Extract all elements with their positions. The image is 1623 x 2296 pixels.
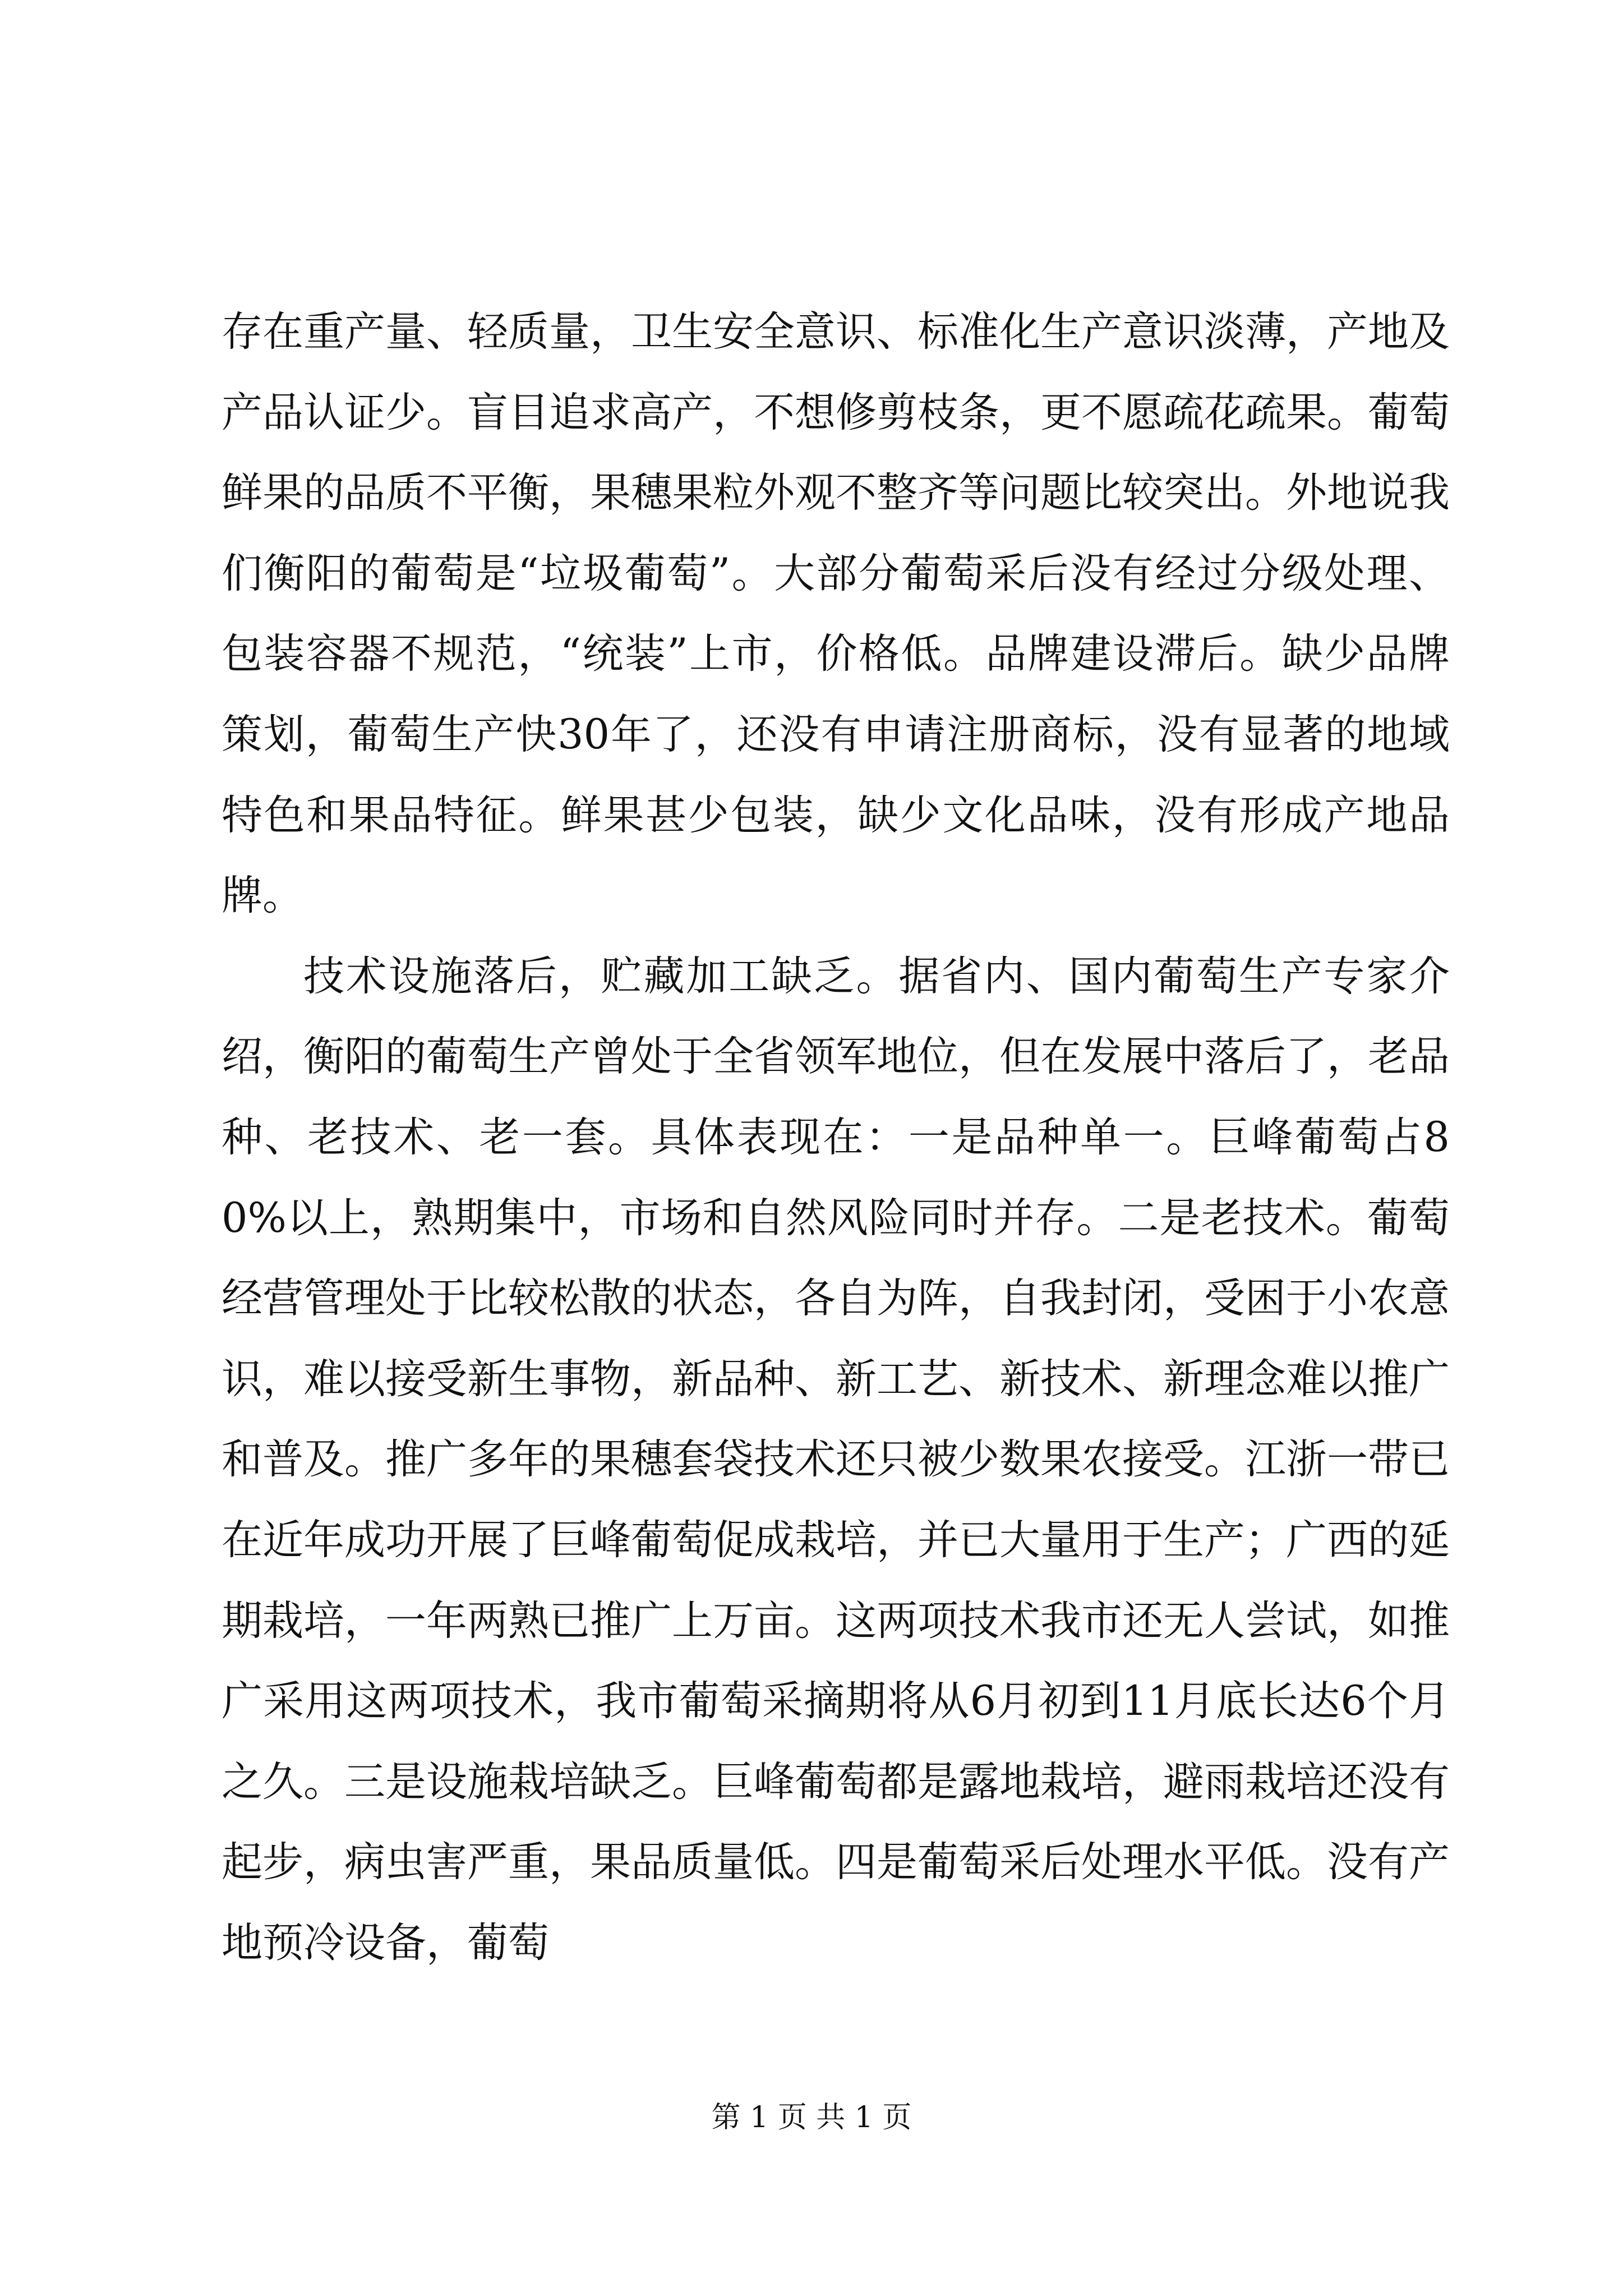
- page-number-label: 第 1 页 共 1 页: [711, 2101, 912, 2134]
- page-footer: [0, 2098, 1623, 2137]
- paragraph-1: 存在重产量、轻质量，卫生安全意识、标准化生产意识淡薄，产地及产品认证少。盲目追求高产，不想修剪枝条，更不愿疏花疏果。葡萄鲜果的品质不平衡，果穗果粒外观不整齐等问题比较突出。外地说我们衡阳的葡萄是“垃圾葡萄”。大部分葡萄采后没有经过分级处理、包装容器不规范，“统装”上市，价格低。品牌建设滞后。缺少品牌策划，葡萄生产快30年了，还没有申请注册商标，没有显著的地域特色和果品特征。鲜果甚少包装，缺少文化品味，没有形成产地品牌。: [222, 308, 1450, 920]
- paragraph-2: 技术设施落后，贮藏加工缺乏。据省内、国内葡萄生产专家介绍，衡阳的葡萄生产曾处于全省领军地位，但在发展中落后了，老品种、老技术、老一套。具体表现在：一是品种单一。巨峰葡萄占80%以上，熟期集中，市场和自然风险同时并存。二是老技术。葡萄经营管理处于比较松散的状态，各自为阵，自我封闭，受困于小农意识，难以接受新生事物，新品种、新工艺、新技术、新理念难以推广和普及。推广多年的果穗套袋技术还只被少数果农接受。江浙一带已在近年成功开展了巨峰葡萄促成栽培，并已大量用于生产；广西的延期栽培，一年两熟已推广上万亩。这两项技术我市还无人尝试，如推广采用这两项技术，我市葡萄采摘期将从6月初到11月底长达6个月之久。三是设施栽培缺乏。巨峰葡萄都是露地栽培，避雨栽培还没有起步，病虫害严重，果品质量低。四是葡萄采后处理水平低。没有产地预冷设备，葡萄: [222, 952, 1450, 1967]
- document-body: [222, 292, 1450, 1983]
